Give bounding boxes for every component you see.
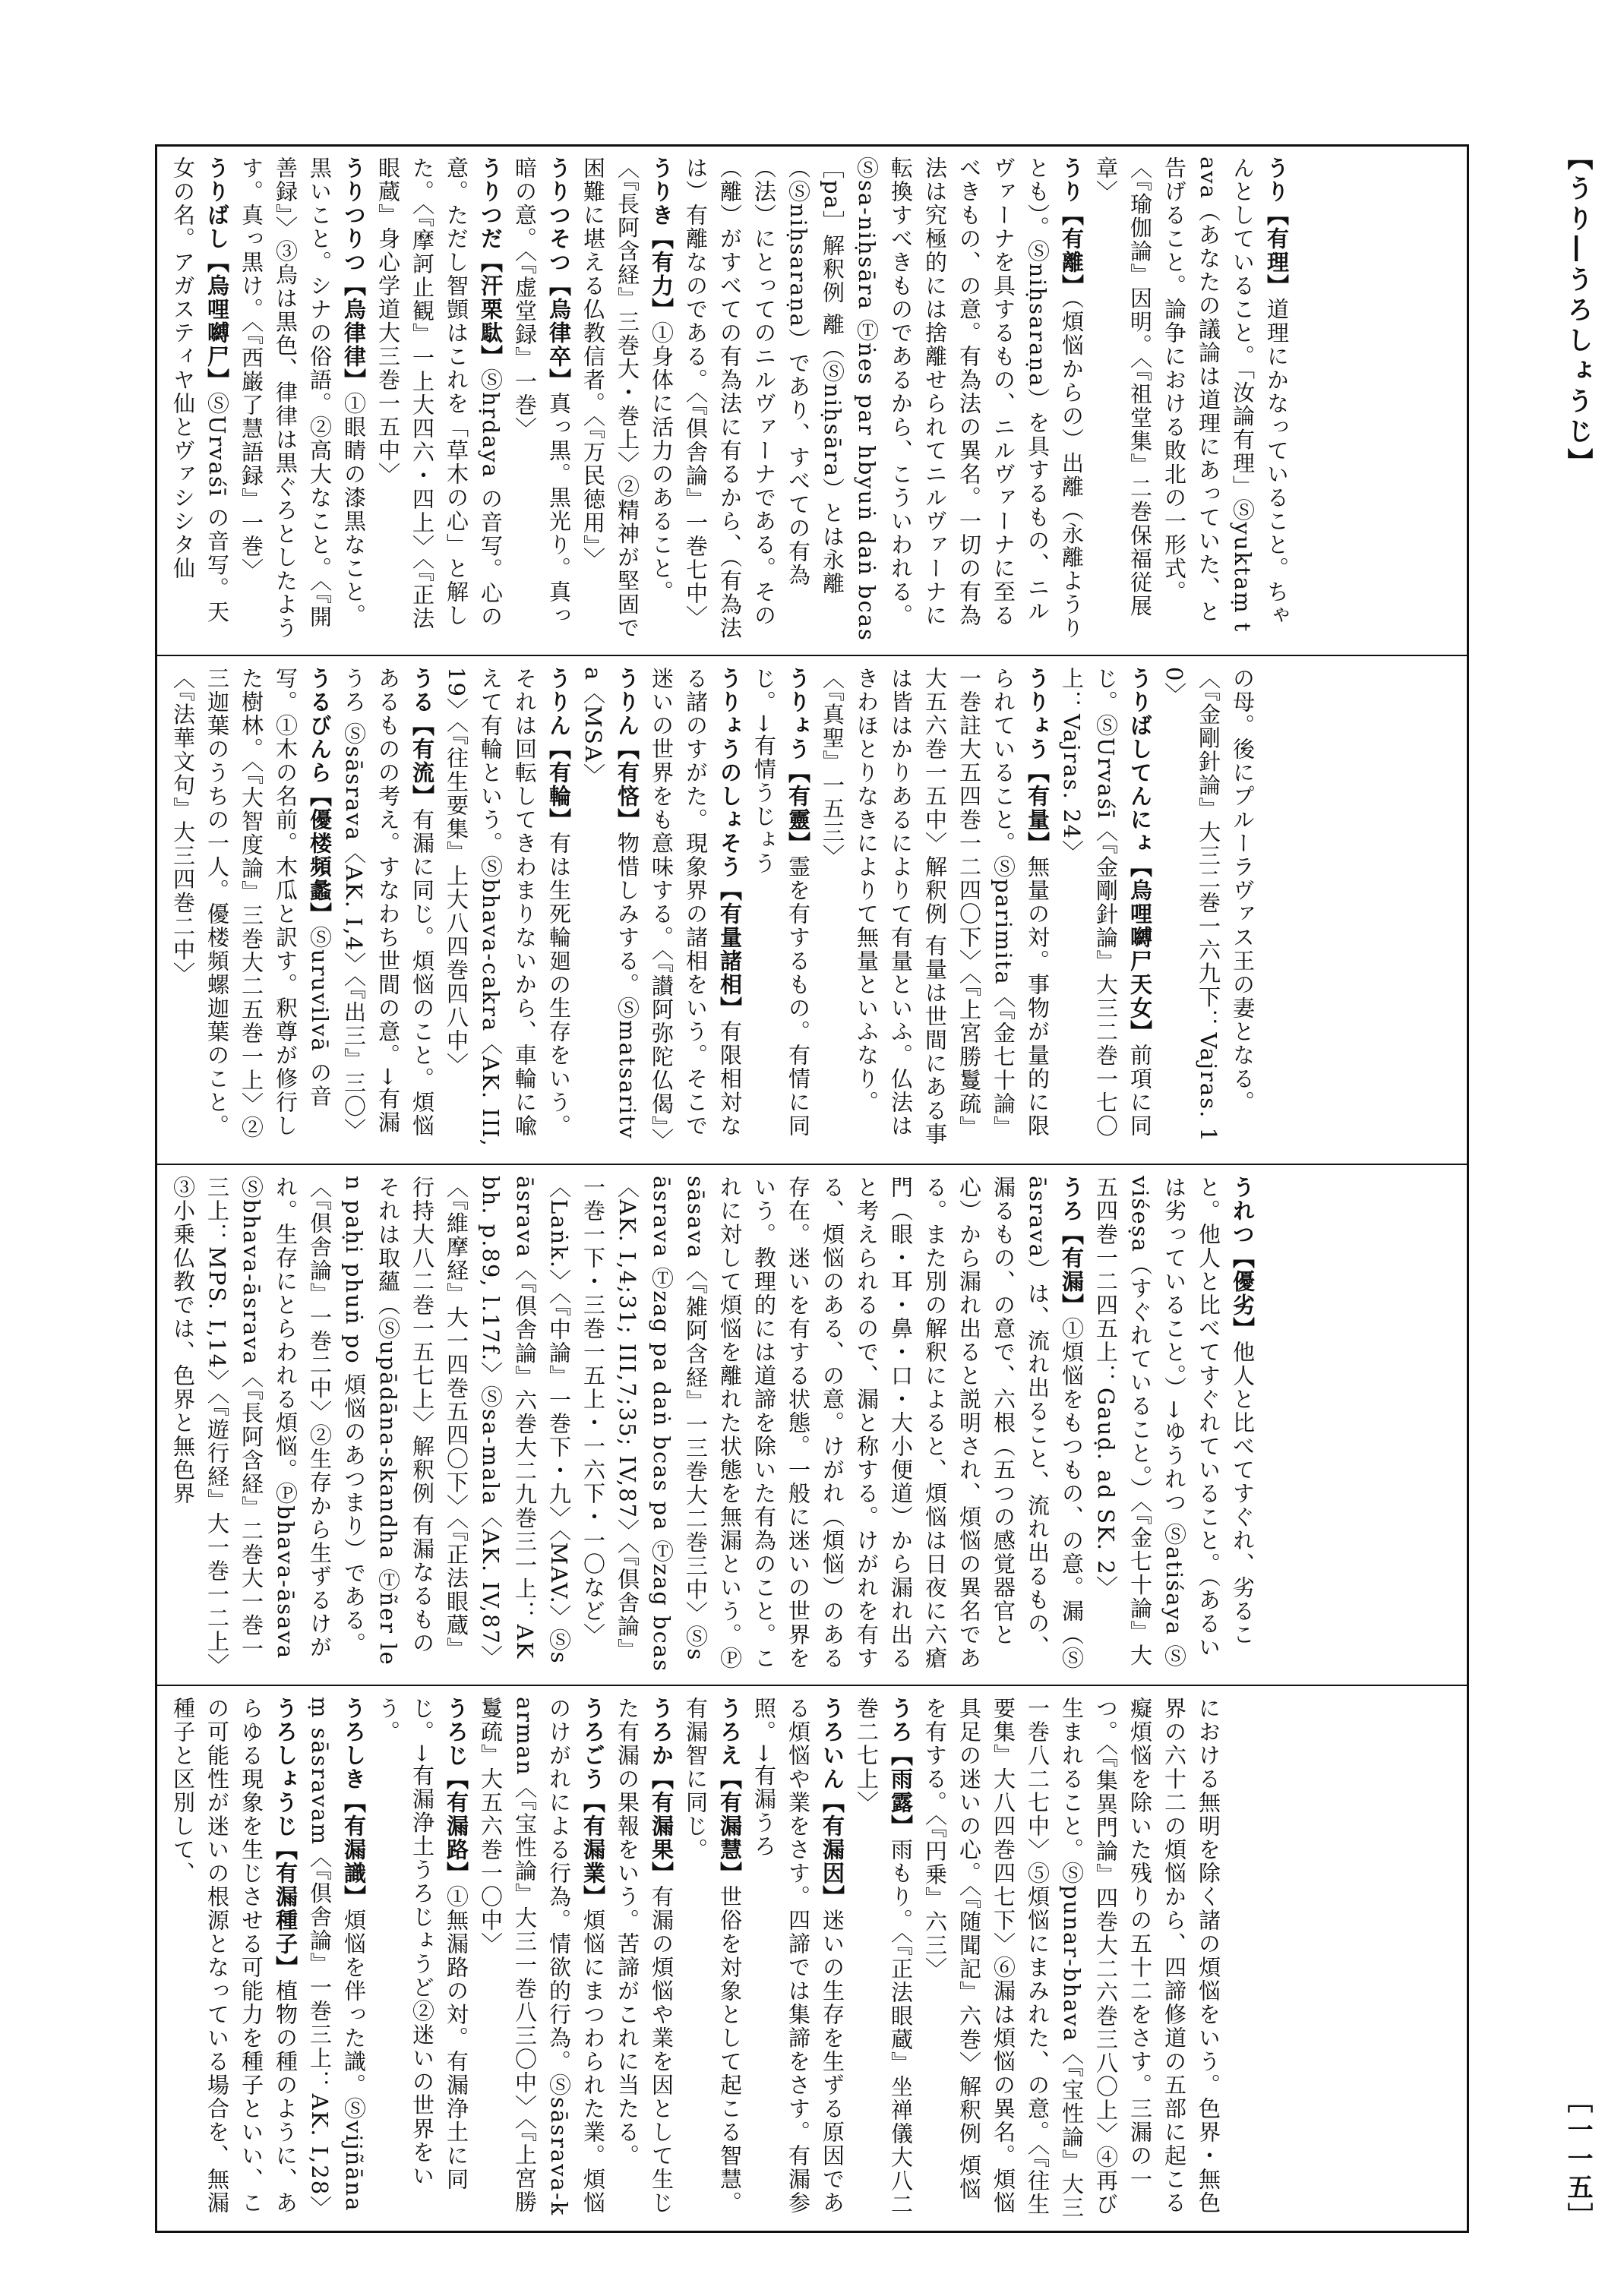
entry-headword: うろ【有漏】 (1059, 1176, 1085, 1317)
entry-definition: 道理にかなっていること。ちゃんとしていること。「汝論有理」Ⓢyuktaṃ tava（あなたの議論は道理にあっていた、と告げること。論争における敗北の一形式。〈『瑜伽論』因明。〈『祖堂集』二巻保福従展章〉 (1093, 156, 1290, 633)
entry-definition: 雨もり。〈『正法眼蔵』坐禅儀大八二巻二七上〉 (854, 1697, 914, 2216)
entry-headword: うりん【有輪】 (546, 667, 572, 832)
entry-definition: の母。後にプルーラヴァス王の妻となる。〈『金剛針論』大三二巻一六九下：Vajras. 10〉 (1161, 667, 1256, 1143)
entry-definition: 無量の対。事物が量的に限られていること。Ⓢparimita〈『金七十論』一巻註大五四巻一二四〇下〉〈『上宮勝鬘疏』大五六巻一五中〉解釈例 有量は世間にある事は皆はかりあるによりて有量といふ。仏法はきわほとりなきによりて無量といふなり。〈『真聖』一五三〉 (820, 667, 1051, 1147)
entry-definition: 真っ黒。黒光り。真っ暗の意。〈『虚堂録』一巻〉 (512, 156, 572, 627)
entry-definition: 前項に同じ。ⓈUrvaśī〈『金剛針論』大三二巻一七〇上：Vajras. 24〉 (1059, 667, 1153, 1138)
entry-definition: （煩悩からの）出離（永離ようりとも）。Ⓢniḥsaraṇa）を具するもの、ニルヴァーナを具するもの、ニルヴァーナに至るべきもの、の意。有為法の異名。一切の有為法は究極的には捨離せられてニルヴァーナに転換すべきものであるから、こういわれる。Ⓢsa-niḥsāra Ⓣṅes par hbyuṅ daṅ bcas［pa］解釈例 離（Ⓢniḥsāra）とは永離（Ⓢniḥsaraṇa）であり、すべての有為（法）にとってのニルヴァーナである。その（離）がすべての有為法に有るから、（有為法は）有離なのである。〈『倶舎論』一巻七中〉 (683, 156, 1085, 642)
entry-definition: 煩悩にまつわられた業。煩悩のけがれによる行為。情欲的行為。Ⓢsāsrava-karman〈『宝性論』大三一巻八三〇中〉〈『上宮勝鬘疏』大五六巻一〇中〉 (478, 1697, 606, 2217)
entry-headword: うろしょうじ【有漏種子】 (273, 1697, 299, 1979)
entry-headword: うりょうのしょそう【有量諸相】 (717, 667, 743, 1020)
entry-headword: うるびんら【優楼頻蠡】 (307, 667, 333, 926)
dictionary-entry (678, 1697, 747, 2221)
entry-headword: うり【有理】 (1264, 156, 1290, 298)
entry-definition: 世俗を対象として起こる智慧。有漏智に同じ。 (683, 1697, 743, 2215)
entry-definition: 他人と比べてすぐれ、劣ること。他人と比べてすぐれていること。（あるいは劣っていること。）→ゆうれつ Ⓢatiśaya Ⓢviśeṣa（すぐれていること。）〈『金七十論』大五四巻一二四五上：Gauḍ. ad SK. 2〉 (1093, 1176, 1256, 1669)
running-head: 【うり―うろしょうじ】 (1562, 144, 1593, 478)
entry-headword: うろいん【有漏因】 (820, 1697, 845, 1909)
entry-headword: うりょう【有靈】 (785, 667, 811, 855)
entry-headword: うろか【有漏果】 (649, 1697, 675, 1885)
entry-definition: ①無漏路の対。有漏浄土に同じ。→有漏浄土うろじょうど②迷いの世界をいう。 (375, 1697, 469, 2191)
entry-headword: うろしき【有漏識】 (341, 1697, 367, 1909)
band-4-text (166, 1697, 1225, 2221)
band-2-text (166, 667, 1259, 1151)
dictionary-entry (166, 667, 336, 1151)
entry-definition: 物惜しみする。Ⓢmatsaritva〈MSA〉 (580, 667, 640, 1140)
dictionary-entry (507, 156, 576, 643)
dictionary-entry (815, 667, 1054, 1151)
entry-headword: うろ【雨露】 (888, 1697, 914, 1838)
dictionary-entry (644, 667, 747, 1151)
dictionary-entry (1157, 667, 1259, 1151)
dictionary-entry (576, 156, 678, 643)
entry-headword: うろえ【有漏慧】 (717, 1697, 743, 1885)
entry-headword: うりん【有悋】 (615, 667, 640, 832)
band-3-text (166, 1176, 1259, 1672)
dictionary-entry (1088, 1176, 1259, 1672)
entry-headword: うる【有流】 (409, 667, 435, 808)
dictionary-entry (849, 1697, 918, 2221)
entry-headword: うりょう【有量】 (1025, 667, 1051, 855)
entry-headword: うり【有離】 (1059, 156, 1085, 298)
entry-definition: 植物の種のように、あらゆる現象を生じさせる可能力を種子といい、この可能性が迷いの根源となっている場合を、無漏種子と区別して、 (170, 1697, 299, 2215)
dictionary-entry (166, 1697, 302, 2221)
entry-definition: 有漏に同じ。煩悩のこと。煩悩あるものの考え。すなわち世間の意。→有漏うろ Ⓢsāsrava〈AK. I,4〉〈『出三』三〇〉 (341, 667, 435, 1142)
entry-definition: ①煩悩をもつもの、の意。漏（Ⓢāsrava）は、流れ出ること、流れ出るもの、漏るもの、の意で、六根（五つの感覚器官と心）から漏れ出ると説明され、煩悩の異名である。また別の解釈によると、煩悩は日夜に六瘡門（眼・耳・鼻・口・大小便道）から漏れ出ると考えられるので、漏と称する。けがれを有する、煩悩のある、の意。けがれ（煩悩）のある存在。迷いを有する状態。一般に迷いの世界をいう。教理的には道諦を除いた有為のこと。これに対して煩悩を離れた状態を無漏という。Ⓟsāsava〈『雑阿含経』一三巻大二巻三中〉Ⓢsāsrava Ⓣzag pa daṅ bcas pa Ⓣzag bcas〈AK. I,4;31; III,7;35; IV,87〉〈『倶舎論』一巻一下・三巻一五上・一六下・一〇など〉〈Laṅk.〉〈『中論』一巻下・九〉〈MAV.〉Ⓢsāsrava〈『倶舎論』六巻大二九巻三一上：AKbh. p.89, l.17f.〉Ⓢsa-mala〈AK. IV,87〉〈『維摩経』大一四巻五四〇下〉〈『正法眼蔵』行持大八二巻一五七上〉解釈例 有漏なるものそれは取蘊（Ⓢupādāna-skandha Ⓣñer len paḥi phuṅ po 煩悩のあつまり）である。〈『倶舎論』一巻二中〉②生存から生ずるけがれ。生存にとらわれる煩悩。Ⓟbhava-āsava Ⓢbhava-āsrava〈『長阿含経』二巻大一巻一三上：MPS. I,14〉〈『遊行経』大一巻一二上〉③小乗仏教では、色界と無色界 (170, 1176, 1085, 1672)
entry-headword: うりつだ【汗栗駄】 (478, 156, 504, 368)
text-band-3 (156, 1165, 1468, 1683)
text-band-4 (156, 1686, 1468, 2231)
text-band-1 (156, 146, 1468, 653)
dictionary-entry (166, 156, 234, 643)
entry-headword: うりつりつ【烏律律】 (341, 156, 367, 392)
dictionary-entry (166, 1176, 1088, 1672)
dictionary-entry (234, 156, 371, 643)
entry-headword: うりき【有力】 (649, 156, 675, 321)
dictionary-entry (302, 1697, 371, 2221)
entry-headword: うれつ【優劣】 (1230, 1176, 1256, 1341)
dictionary-entry (1054, 667, 1157, 1151)
dictionary-entry (371, 1697, 473, 2221)
dictionary-entry (336, 667, 439, 1151)
entry-definition: 有は生死輪廻の生存をいう。それは回転してきわまりないから、車輪に喩えて有輪という。Ⓢbhava-cakra〈AK. III,19〉〈『往生要集』上大八四巻四八中〉 (444, 667, 572, 1148)
entry-definition: ①眼睛の漆黒なこと。黒いこと。シナの俗語。②高大なこと。〈『開善録』〉③烏は黒色、律律は黒ぐろとしたようす。真っ黒け。〈『西巌了慧語録』一巻〉 (239, 156, 367, 640)
entry-definition: Ⓢhṛdaya の音写。心の意。ただし智顗はこれを「草木の心」と解した。〈『摩訶止観』一上大四六・四上〉〈『正法眼蔵』身心学道大三巻一五中〉 (375, 156, 504, 630)
text-band-2 (156, 656, 1468, 1162)
dictionary-entry (610, 1697, 678, 2221)
dictionary-entry (371, 156, 507, 643)
dictionary-entry (439, 667, 576, 1151)
dictionary-entry (576, 667, 644, 1151)
entry-definition: ⓈUrvaśī の音写。天女の名。アガスティヤ仙とヴァシシタ仙 (170, 156, 230, 624)
entry-definition: における無明を除く諸の煩悩をいう。色界・無色界の六十二の煩悩から、四諦修道の五部に起こる癡煩悩を除いた残りの五十二をさす。三漏の一つ。〈『集異門論』四巻大二六巻三八〇上〉④再び生まれること。Ⓢpunar-bhava〈『宝性論』大三一巻八二七中〉⑤煩悩にまみれた、の意。〈『往生要集』大八四巻四七下〉⑥漏は煩悩の異名。煩悩具足の迷いの心。〈『随聞記』六巻〉解釈例 煩悩を有する。〈『円乗』六三〉 (922, 1697, 1221, 2220)
entry-definition: 有限相対なる諸のすがた。現象界の諸相をいう。そこで迷いの世界をも意味する。〈『讃阿弥陀仏偈』〉 (649, 667, 743, 1152)
dictionary-entry (473, 1697, 610, 2221)
dictionary-entry (678, 156, 1088, 643)
entry-headword: うりばしてんにょ【烏哩嚩尸天女】 (1127, 667, 1153, 1044)
entry-headword: うりばし【烏哩嚩尸】 (204, 156, 230, 392)
dictionary-entry (918, 1697, 1225, 2221)
entry-headword: うろごう【有漏業】 (580, 1697, 606, 1909)
dictionary-entry (1088, 156, 1294, 643)
dictionary-entry (747, 667, 815, 1151)
band-1-text (166, 156, 1294, 643)
entry-definition: 有漏の煩悩や業を因として生じた有漏の果報をいう。苦諦がこれに当たる。 (615, 1697, 675, 2215)
entry-headword: うろじ【有漏路】 (444, 1697, 469, 1885)
entry-definition: ①身体に活力のあること。〈『長阿含経』三巻大・巻上〉②精神が堅固で困難に堪える仏教信者。〈『万民徳用』〉 (580, 156, 675, 640)
entry-definition: Ⓢuruvilvā の音写。①木の名前。木瓜と訳す。釈尊が修行した樹林。〈『大智度論』三巻大二五巻一上〉②三迦葉のうちの一人。優楼頻螺迦葉のこと。〈『法華文句』大三四巻二中〉 (170, 667, 333, 1139)
dictionary-entry (747, 1697, 849, 2221)
entry-definition: 煩悩を伴った識。Ⓢvijñānaṃ sāsravam〈『倶舎論』一巻三上：AK. I,28〉 (307, 1697, 367, 2220)
entry-definition: 迷いの生存を生ずる原因である煩悩や業をさす。四諦では集諦をさす。有漏参照。→有漏うろ (751, 1697, 845, 2215)
entry-headword: うりつそつ【烏律卒】 (546, 156, 572, 392)
page-folio: ［一一五］ (1562, 2087, 1593, 2231)
entry-definition: 霊を有するもの。有情に同じ。→有情うじょう (751, 667, 811, 1138)
